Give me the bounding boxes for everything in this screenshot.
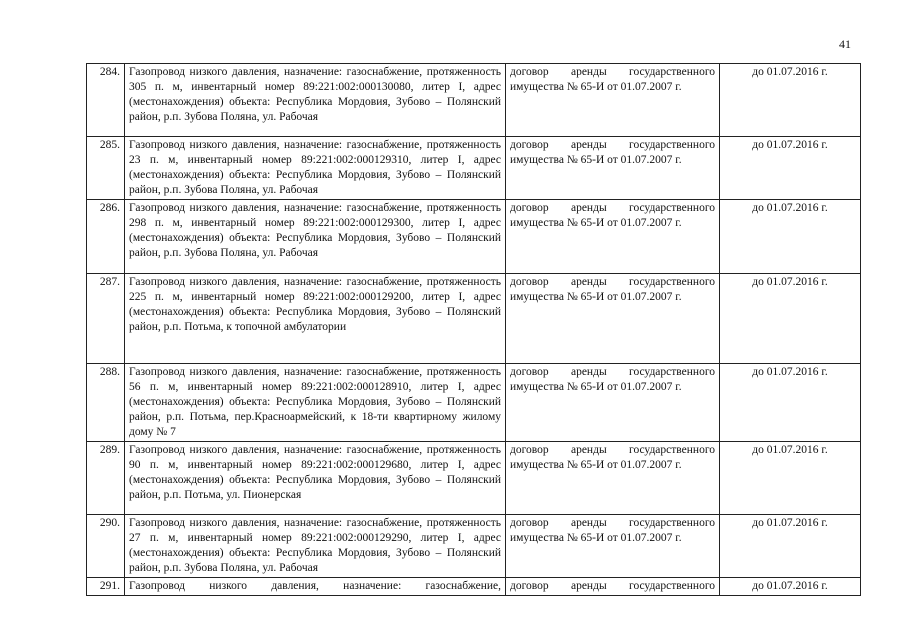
row-number: 291. [87, 578, 125, 596]
row-number: 290. [87, 515, 125, 578]
lease-contract: договор аренды государственного имущества № 65-И от 01.07.2007 г. [506, 137, 720, 200]
row-number: 287. [87, 274, 125, 364]
lease-contract: договор аренды государственного [506, 578, 720, 596]
row-number: 285. [87, 137, 125, 200]
row-number: 284. [87, 64, 125, 137]
lease-term: до 01.07.2016 г. [720, 364, 861, 442]
lease-contract: договор аренды государственного имущества № 65-И от 01.07.2007 г. [506, 274, 720, 364]
table-row [87, 442, 861, 515]
table-row [87, 515, 861, 578]
lease-term: до 01.07.2016 г. [720, 274, 861, 364]
object-description: Газопровод низкого давления, назначение: газоснабжение, протяженность 27 п. м, инвентарный номер 89:221:002:000129290, литер I, адрес (местонахождения) объекта: Республика Мордовия, Зубово – Полянский район, р.п. Зубова Поляна, ул. Рабочая [125, 515, 506, 578]
object-description: Газопровод низкого давления, назначение: газоснабжение, протяженность 225 п. м, инвентарный номер 89:221:002:000129200, литер I, адрес (местонахождения) объекта: Республика Мордовия, Зубово – Полянский район, р.п. Потьма, к топочной амбулатории [125, 274, 506, 364]
lease-term: до 01.07.2016 г. [720, 137, 861, 200]
object-description: Газопровод низкого давления, назначение: газоснабжение, [125, 578, 506, 596]
table-row [87, 364, 861, 442]
lease-term: до 01.07.2016 г. [720, 515, 861, 578]
object-description: Газопровод низкого давления, назначение: газоснабжение, протяженность 298 п. м, инвентарный номер 89:221:002:000129300, литер I, адрес (местонахождения) объекта: Республика Мордовия, Зубово – Полянский район, р.п. Зубова Поляна, ул. Рабочая [125, 200, 506, 274]
table-row [87, 137, 861, 200]
lease-contract: договор аренды государственного имущества № 65-И от 01.07.2007 г. [506, 515, 720, 578]
row-number: 288. [87, 364, 125, 442]
row-number: 286. [87, 200, 125, 274]
table-row [87, 578, 861, 596]
object-description: Газопровод низкого давления, назначение: газоснабжение, протяженность 90 п. м, инвентарный номер 89:221:002:000129680, литер I, адрес (местонахождения) объекта: Республика Мордовия, Зубово – Полянский район, р.п. Потьма, ул. Пионерская [125, 442, 506, 515]
row-number: 289. [87, 442, 125, 515]
table-row [87, 200, 861, 274]
lease-term: до 01.07.2016 г. [720, 200, 861, 274]
object-description: Газопровод низкого давления, назначение: газоснабжение, протяженность 23 п. м, инвентарный номер 89:221:002:000129310, литер I, адрес (местонахождения) объекта: Республика Мордовия, Зубово – Полянский район, р.п. Зубова Поляна, ул. Рабочая [125, 137, 506, 200]
object-description: Газопровод низкого давления, назначение: газоснабжение, протяженность 305 п. м, инвентарный номер 89:221:002:000130080, литер I, адрес (местонахождения) объекта: Республика Мордовия, Зубово – Полянский район, р.п. Зубова Поляна, ул. Рабочая [125, 64, 506, 137]
lease-term: до 01.07.2016 г. [720, 442, 861, 515]
lease-contract: договор аренды государственного имущества № 65-И от 01.07.2007 г. [506, 442, 720, 515]
property-registry-table [86, 63, 861, 596]
page-number: 41 [839, 37, 851, 51]
table-row [87, 64, 861, 137]
lease-term: до 01.07.2016 г. [720, 578, 861, 596]
lease-contract: договор аренды государственного имущества № 65-И от 01.07.2007 г. [506, 364, 720, 442]
lease-contract: договор аренды государственного имущества № 65-И от 01.07.2007 г. [506, 200, 720, 274]
object-description: Газопровод низкого давления, назначение: газоснабжение, протяженность 56 п. м, инвентарный номер 89:221:002:000128910, литер I, адрес (местонахождения) объекта: Республика Мордовия, Зубово – Полянский район, р.п. Потьма, пер.Красноармейский, к 18-ти квартирному жилому дому № 7 [125, 364, 506, 442]
lease-term: до 01.07.2016 г. [720, 64, 861, 137]
lease-contract: договор аренды государственного имущества № 65-И от 01.07.2007 г. [506, 64, 720, 137]
table-row [87, 274, 861, 364]
